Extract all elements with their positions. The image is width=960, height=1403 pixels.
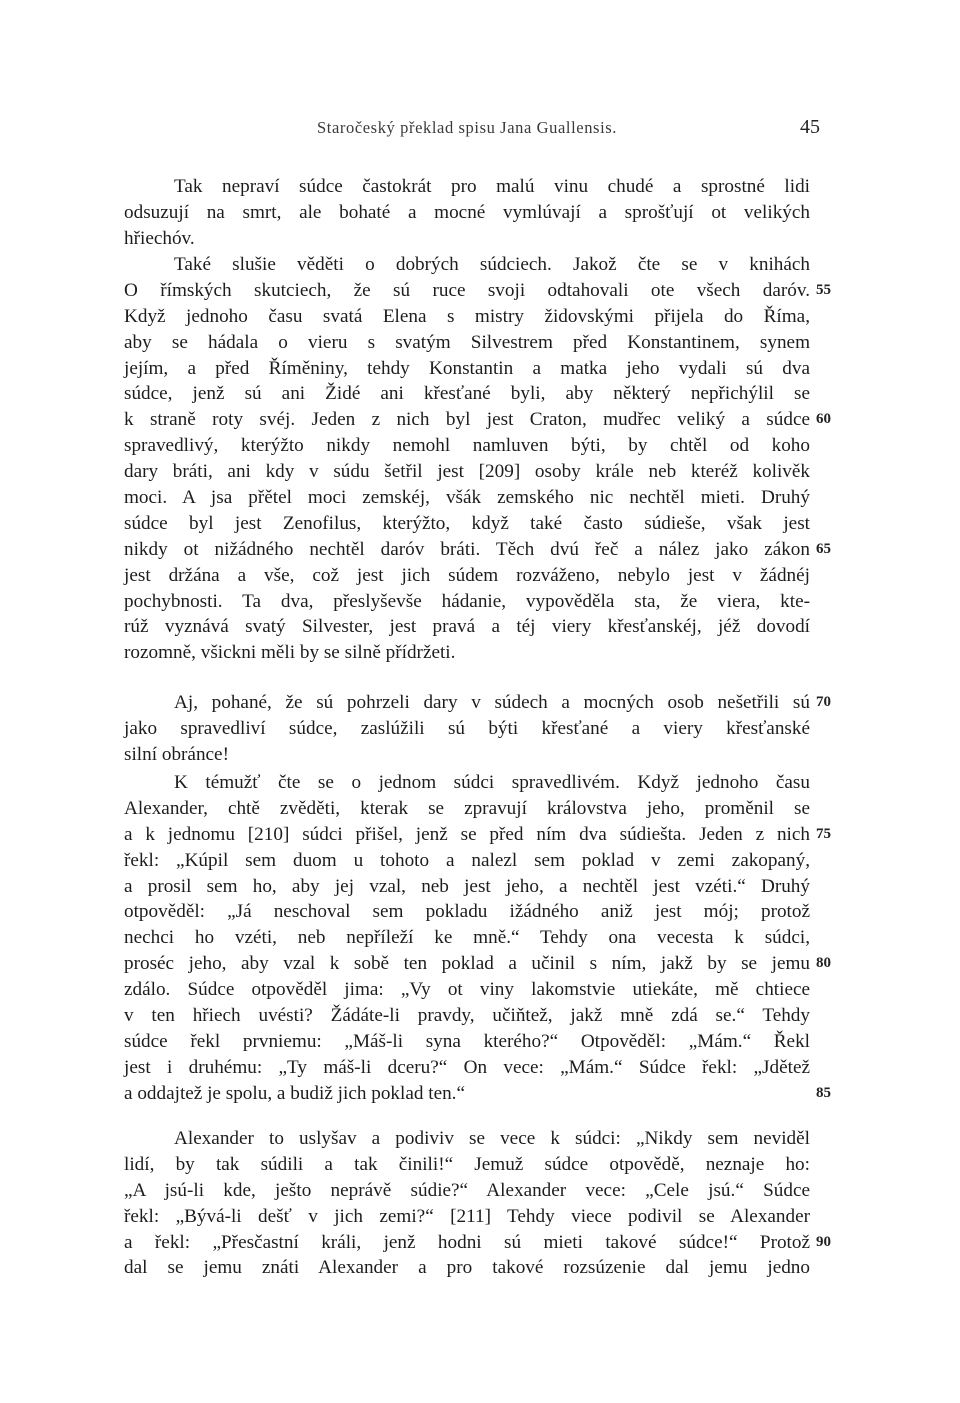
- paragraph: [124, 690, 831, 768]
- text-line: [124, 848, 810, 874]
- text-line: [124, 407, 831, 433]
- line-text: a prosil sem ho, aby jej vzal, neb jest jeho, a nechtěl jest vzéti.“ Druhý: [124, 875, 810, 897]
- line-text: Alexander, chtě zvěděti, kterak se zpravují královstva jeho, proměnil se: [124, 797, 810, 819]
- line-text: pochybnosti. Ta dva, přeslyševše hádanie, vypověděla sta, že viera, kte-: [124, 590, 810, 612]
- line-text: řekl: „Kúpil sem duom u tohoto a nalezl sem poklad v zemi zakopaný,: [124, 849, 810, 871]
- line-number: 55: [816, 281, 831, 298]
- text-line: [124, 1003, 810, 1029]
- line-text: spravedlivý, kterýžto nikdy nemohl namluven býti, by chtěl od koho: [124, 435, 810, 457]
- line-text: jejím, a před Říměniny, tehdy Konstantin a matka jeho vydali sú dva: [124, 357, 810, 379]
- paragraph: [124, 1126, 831, 1281]
- line-text: moci. A jsa přětel moci zemskéj, všák zemského nic nechtěl mieti. Druhý: [124, 487, 810, 509]
- text-line: [124, 690, 831, 716]
- line-text: otpověděl: „Já neschoval sem pokladu ižádného aniž jest mój; protož: [124, 901, 810, 923]
- text-line: [124, 381, 810, 407]
- text-line: [124, 356, 810, 382]
- line-text: súdce byl jest Zenofilus, kterýžto, když také často súdieše, však jest: [124, 512, 810, 534]
- text-line: [124, 433, 810, 459]
- line-text: dary bráti, ani kdy v súdu šetřil jest [209] osoby krále neb kteréž kolivěk: [124, 461, 810, 483]
- running-title: Staročeský překlad spisu Jana Guallensis.: [317, 118, 617, 137]
- text-line: [124, 614, 810, 640]
- text-line: [124, 511, 810, 537]
- line-text: Tak nepraví súdce častokrát pro malú vinu chudé a sprostné lidi: [174, 176, 810, 197]
- text-line: [124, 1230, 831, 1256]
- line-number: 75: [816, 825, 831, 842]
- text-line: [124, 874, 810, 900]
- line-text: silní obránce!: [124, 743, 229, 765]
- line-text: nikdy ot nižádného nechtěl daróv bráti. Těch dvú řeč a nález jako zákon: [124, 538, 810, 560]
- text-line: [124, 822, 831, 848]
- line-text: súdce, jenž sú ani Židé ani křesťané byli, aby některý nepřichýlil se: [124, 383, 810, 405]
- line-text: a oddajtež je spolu, a budiž jich poklad ten.“: [124, 1082, 465, 1104]
- text-line: [124, 330, 810, 356]
- text-line: [124, 278, 831, 304]
- line-text: „A jsú-li kde, ješto neprávě súdie?“ Alexander vece: „Cele jsú.“ Súdce: [124, 1179, 810, 1201]
- text-line: [124, 485, 810, 511]
- text-line: [124, 1081, 831, 1107]
- paragraph: [124, 252, 831, 666]
- text-line: [124, 200, 810, 226]
- text-line: [124, 1126, 810, 1152]
- paragraph: [124, 770, 831, 1107]
- line-text: a řekl: „Přesčastní králi, jenž hodni sú mieti takové súdce!“ Protož: [124, 1231, 810, 1253]
- text-line: [124, 563, 810, 589]
- line-text: dal se jemu znáti Alexander a pro takové rozsúzenie dal jemu jedno: [124, 1257, 810, 1279]
- text-line: [124, 537, 831, 563]
- text-line: [124, 174, 810, 200]
- line-number: 60: [816, 411, 831, 428]
- line-number: 90: [816, 1233, 831, 1250]
- line-number: 85: [816, 1084, 831, 1101]
- line-number: 65: [816, 540, 831, 557]
- line-text: řekl: „Bývá-li dešť v jich zemi?“ [211] Tehdy viece podivil se Alexander: [124, 1205, 810, 1227]
- line-text: proséc jeho, aby vzal k sobě ten poklad a učinil s ním, jakž by se jemu: [124, 953, 810, 975]
- text-line: [124, 770, 810, 796]
- text-line: [124, 716, 810, 742]
- text-line: [124, 589, 810, 615]
- line-text: k straně roty svéj. Jeden z nich byl jest Craton, mudřec veliký a súdce: [124, 409, 810, 431]
- text-line: [124, 977, 810, 1003]
- line-text: jako spravedliví súdce, zaslúžili sú býti křesťané a viery křesťanské: [124, 717, 810, 739]
- line-text: Alexander to uslyšav a podiviv se vece k súdci: „Nikdy sem neviděl: [174, 1128, 810, 1149]
- text-line: [124, 951, 831, 977]
- line-number: 80: [816, 955, 831, 972]
- line-text: hřiechóv.: [124, 227, 195, 249]
- text-line: [124, 925, 810, 951]
- page-number: 45: [800, 116, 820, 138]
- text-line: [124, 796, 810, 822]
- line-text: súdce řekl prvniemu: „Máš-li syna kterého?“ Otpověděl: „Mám.“ Řekl: [124, 1030, 810, 1052]
- text-line: [124, 1029, 810, 1055]
- text-line: [124, 1204, 810, 1230]
- line-text: aby se hádala o vieru s svatým Silvestrem před Konstantinem, synem: [124, 331, 810, 353]
- line-text: Také slušie věděti o dobrých súdciech. Jakož čte se v knihách: [174, 254, 810, 275]
- text-line: [124, 742, 810, 768]
- line-number: 70: [816, 694, 831, 710]
- line-text: K témužť čte se o jednom súdci spravedlivém. Když jednoho času: [174, 772, 810, 793]
- line-text: nechci ho vzéti, neb nepříleží ke mně.“ Tehdy ona vecesta k súdci,: [124, 927, 810, 949]
- line-text: lidí, by tak súdili a tak činili!“ Jemuž súdce otpovědě, neznaje ho:: [124, 1153, 810, 1175]
- text-line: [124, 1178, 810, 1204]
- line-text: rozomně, všickni měli by se silně přídržeti.: [124, 642, 456, 664]
- text-line: [124, 899, 810, 925]
- line-text: odsuzují na smrt, ale bohaté a mocné vymlúvají a sprošťují ot velikých: [124, 201, 810, 223]
- line-text: a k jednomu [210] súdci přišel, jenž se před ním dva súdiešta. Jeden z nich: [124, 823, 810, 845]
- text-line: [124, 304, 810, 330]
- line-text: Když jednoho času svatá Elena s mistry židovskými přijela do Říma,: [124, 305, 810, 327]
- text-line: [124, 640, 810, 666]
- line-text: rúž vyznává svatý Silvester, jest pravá a téj viery křesťanskéj, jéž dovodí: [124, 616, 810, 638]
- text-line: [124, 1152, 810, 1178]
- line-text: O římských skutciech, že sú ruce svoji odtahovali ote všech daróv.: [124, 279, 810, 301]
- paragraph: [124, 174, 810, 252]
- running-head: [124, 116, 820, 142]
- line-text: zdálo. Súdce otpověděl jima: „Vy ot viny lakomstvie utiekáte, mě chtiece: [124, 979, 810, 1001]
- text-line: [124, 1055, 810, 1081]
- line-text: v ten hřiech uvésti? Žádáte-li pravdy, učiňtež, jakž mně zdá se.“ Tehdy: [124, 1005, 810, 1027]
- text-line: [124, 1255, 810, 1281]
- text-line: [124, 226, 810, 252]
- line-text: jest držána a vše, což jest jich súdem rozváženo, nebylo jest v žádnéj: [124, 564, 810, 586]
- text-line: [124, 252, 810, 278]
- text-line: [124, 459, 810, 485]
- line-text: jest i druhému: „Ty máš-li dceru?“ On vece: „Mám.“ Súdce řekl: „Jdětež: [124, 1056, 810, 1078]
- line-text: Aj, pohané, že sú pohrzeli dary v súdech a mocných osob nešetřili sú: [174, 692, 810, 713]
